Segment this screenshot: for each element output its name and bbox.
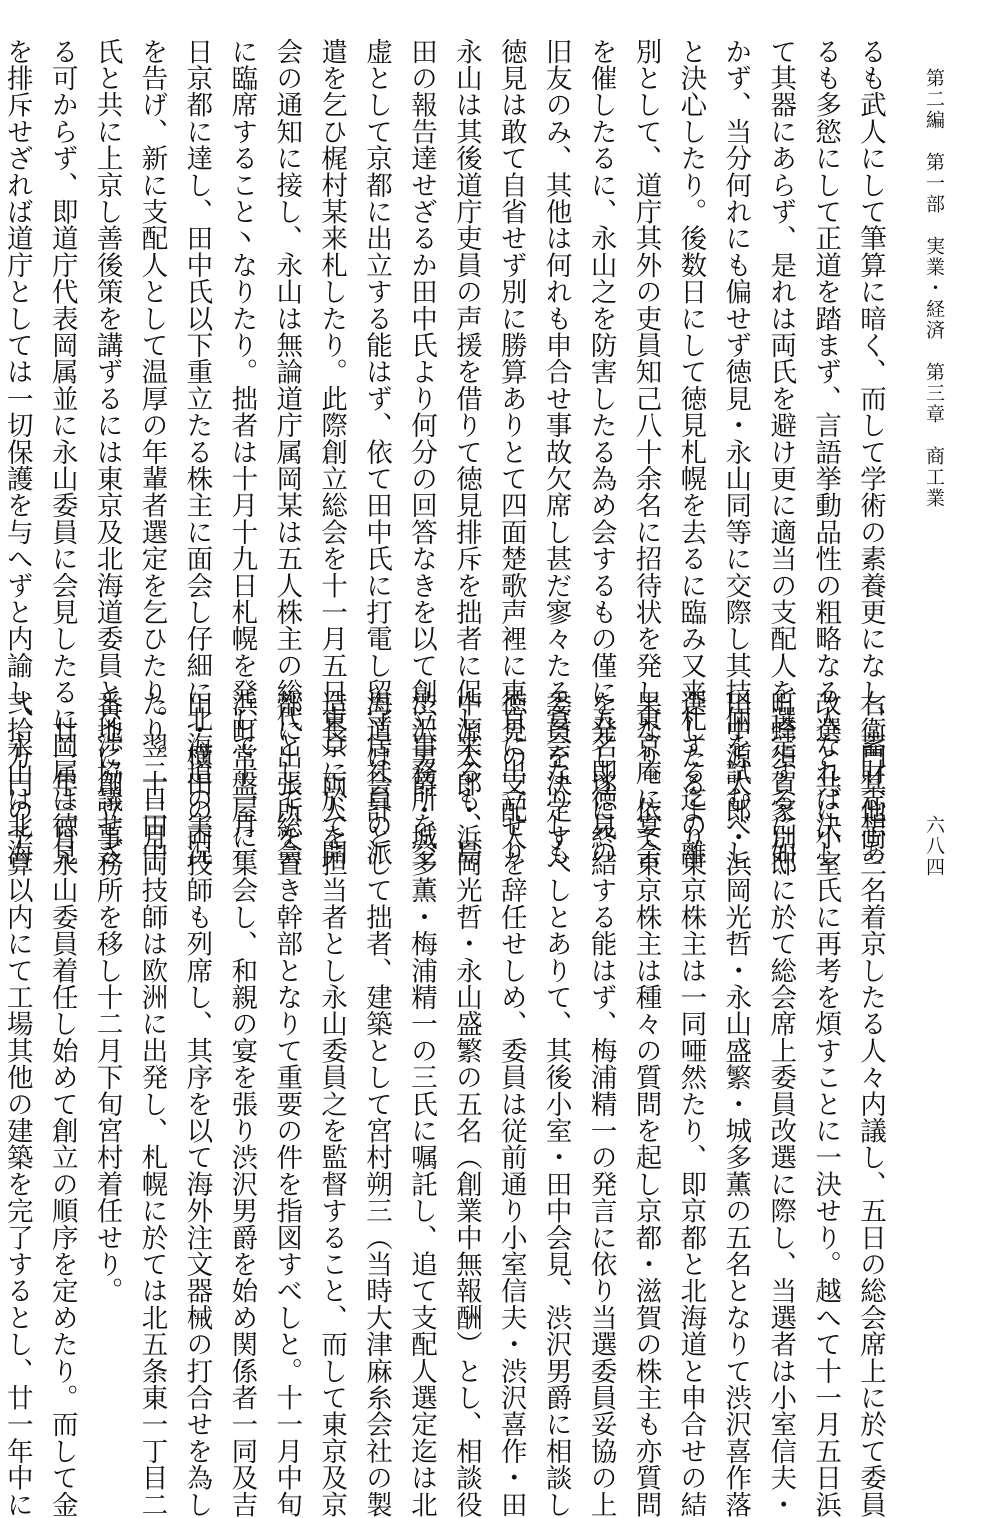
text-column: 虚として京都に出立する能はず、依て田中氏に打電し留守居社員の派 bbox=[361, 38, 393, 866]
text-column: る可からず、即道庁代表岡属並に永山委員に会見したるに岡属は徳見 bbox=[46, 38, 78, 866]
text-column: 旧友のみ、其他は何れも申合せ事故欠席し甚だ寥々たる宴会なりしも bbox=[540, 38, 572, 866]
text-column: 造長）両人を担当者とし永山委員之を監督すること、而して東京及京 bbox=[316, 690, 348, 1518]
text-column: と決心したり。後数日にして徳見札幌を去るに臨み又来札する迄の離 bbox=[675, 38, 707, 866]
text-column: を発し遂に終結する能はず、梅浦精一の発言に依り当選委員妥協の上 bbox=[585, 690, 617, 1518]
text-column: 中源太郎・浜岡光哲・永山盛繁の五名（創業中無報酬）とし、相談役 bbox=[450, 690, 482, 1518]
text-column: 弐拾万円の予算以内にて工場其他の建築を完了するとし、廿一年中に bbox=[1, 690, 33, 1518]
running-header: 第二編 第一部 実業・経済 第三章 商工業 bbox=[923, 68, 945, 509]
text-column: 田・横田の両技師も列席し、其序を以て海外注文器械の打合せを為し bbox=[181, 690, 213, 1518]
text-column: 右衛門其他両三名着京したる人々内議し、五日の総会席上に於て委員 bbox=[855, 690, 886, 1518]
text-column: に臨席すること丶なりたり。拙者は十月十九日札幌を発して十一月一 bbox=[226, 38, 258, 866]
text-column: 氏と共に上京し善後策を講ずるには東京及北海道委員と交渉協議せざ bbox=[91, 38, 123, 866]
text-column: るも多慾にして正道を踏まず、言語挙動品性の粗略なる人なれば決し bbox=[810, 38, 842, 866]
text-column: 都に出張所を置き幹部となりて重要の件を指図すべしと。十一月中旬 bbox=[271, 690, 303, 1518]
text-column: を排斥せざれば道庁としては一切保護を与へずと内諭し、永山は北海 bbox=[1, 38, 33, 866]
text-column: 渋沢男爵・城多薫・梅浦精一の三氏に嘱託し、追て支配人選定迄は北 bbox=[405, 690, 437, 1518]
text-column: を催したるに、永山之を防害したる為め会するもの僅に五名即徳見の bbox=[585, 38, 617, 866]
text-column: 徳見は敢て自省せず別に勝算ありとて四面楚歌声裡に東京に出立せり bbox=[495, 38, 527, 866]
text-column: 選したるより東京株主は一同唖然たり、即京都と北海道と申合せの結 bbox=[675, 690, 707, 1518]
text-column: 田中源太郎・浜岡光哲・永山盛繁・城多薫の五名となりて渋沢喜作落 bbox=[720, 690, 752, 1518]
text-column: 遣を乞ひ梶村某来札したり。此際創立総会を十一月五日東京に於て開 bbox=[316, 38, 348, 866]
text-column: を告げ、新に支配人として温厚の年輩者選定を乞ひたり。翌二日田中 bbox=[136, 38, 168, 866]
text-column: 徳見の支配人を辞任せしめ、委員は従前通り小室信夫・渋沢喜作・田 bbox=[495, 690, 527, 1518]
text-column: 町蜂須賀家別邸に於て総会席上委員改選に際し、当選者は小室信夫・ bbox=[765, 690, 797, 1518]
text-column: かず、当分何れにも偏せず徳見・永山同等に交際し其技倆を試むべし bbox=[720, 38, 752, 866]
text-column: 改選と共に小室氏に再考を煩すことに一決せり。越へて十一月五日浜 bbox=[810, 690, 842, 1518]
text-column: 委員を決定すべしとありて、其後小室・田中会見、渋沢男爵に相談し bbox=[540, 690, 572, 1518]
text-column: 会の通知に接し、永山は無論道庁属岡某は五人株主の総代として総会 bbox=[271, 38, 303, 866]
text-column: 浜町常盤屋に集会し、和親の宴を張り渋沢男爵を始め関係者一同及吉 bbox=[226, 690, 258, 1518]
text-block-upper bbox=[1, 38, 892, 866]
text-column: 日京都に達し、田中氏以下重立たる株主に面会し仔細に北海道の実況 bbox=[181, 38, 213, 866]
text-column: 廿一年三月永山委員着任し始めて創立の順序を定めたり。而して金 bbox=[46, 690, 78, 1518]
text-column: 海道は会計として拙者、建築として宮村朔三（当時大津麻糸会社の製 bbox=[361, 690, 393, 1518]
text-column: たり。十二月両技師は欧洲に出発し、札幌に於ては北五条東一丁目二 bbox=[136, 690, 168, 1518]
text-column: 永山は其後道庁吏員の声援を借りて徳見排斥を拙者に促し来るも、島 bbox=[450, 38, 482, 866]
text-column: 果なり。依て東京株主は種々の質問を起し京都・滋賀の株主も亦質問 bbox=[630, 690, 662, 1518]
text-column: て其器にあらず、是れは両氏を避け更に適当の支配人を選定するに如 bbox=[765, 38, 797, 866]
text-block-lower bbox=[1, 690, 892, 1518]
page-number: 六八四 bbox=[923, 815, 945, 878]
text-column: 番地に創立事務所を移し十二月下旬宮村着任せり。 bbox=[91, 690, 123, 1305]
text-column: るも武人にして筆算に暗く、而して学術の素養更になし、蓄財志想あ bbox=[855, 38, 886, 866]
text-column: 田の報告達せざるか田中氏より何分の回答なきを以て創立事務所を空 bbox=[405, 38, 437, 866]
text-column: 別として、道庁其外の吏員知己八十余名に招待状を発し東京庵に宴会 bbox=[630, 38, 662, 866]
